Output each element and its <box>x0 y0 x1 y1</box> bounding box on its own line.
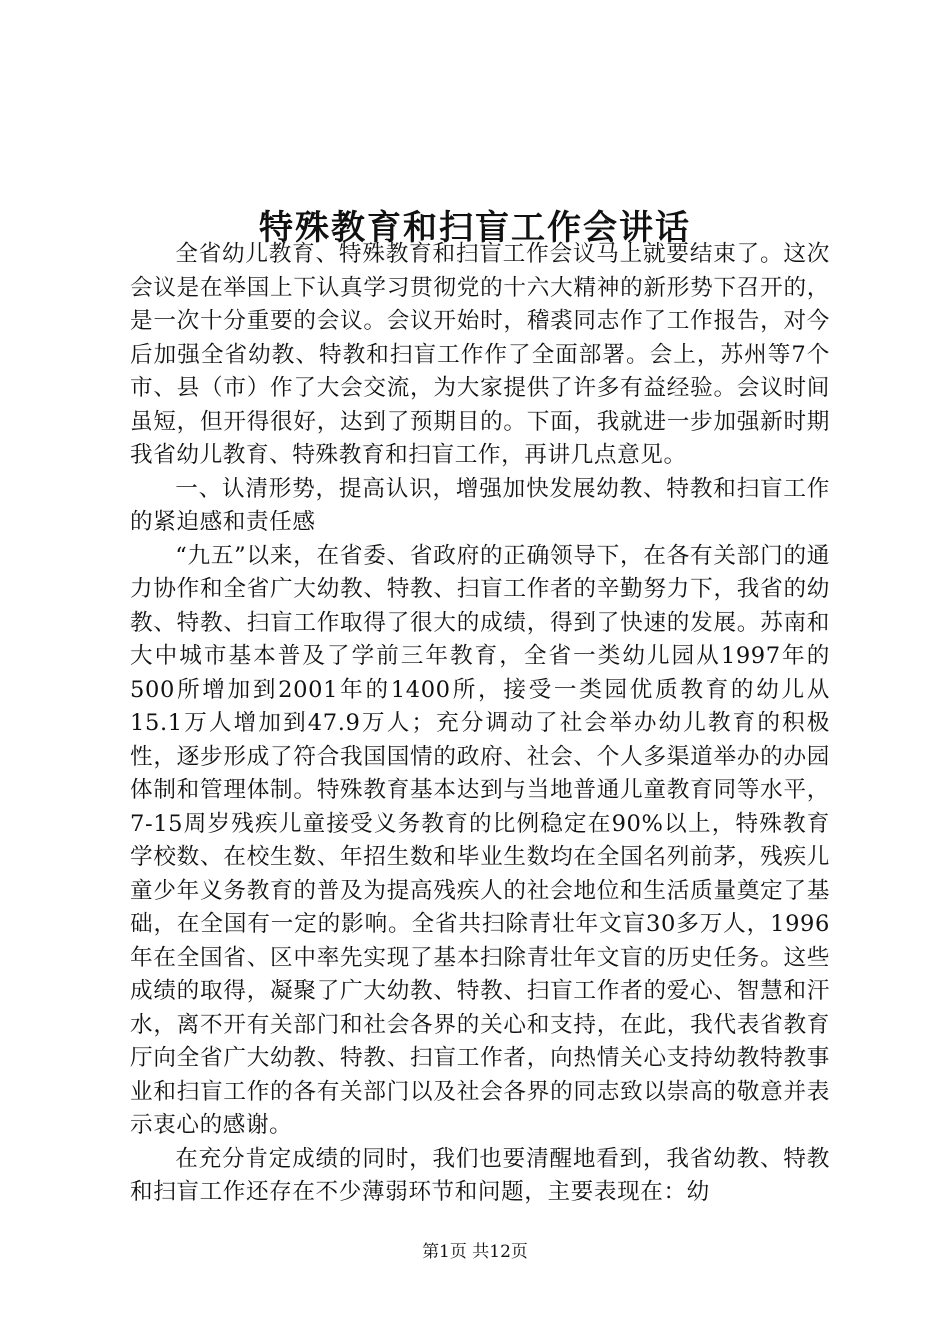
paragraph-intro: 全省幼儿教育、特殊教育和扫盲工作会议马上就要结束了。这次会议是在举国上下认真学习贯彻党的十六大精神的新形势下召开的，是一次十分重要的会议。会议开始时，稽裘同志作了工作报告，对今后加强全省幼教、特教和扫盲工作作了全面部署。会上，苏州等7个市、县（市）作了大会交流，为大家提供了许多有益经验。会议时间虽短，但开得很好，达到了预期目的。下面，我就进一步加强新时期我省幼儿教育、特殊教育和扫盲工作，再讲几点意见。 <box>130 241 830 468</box>
document-body <box>130 238 830 1210</box>
paragraph-problems: 在充分肯定成绩的同时，我们也要清醒地看到，我省幼教、特教和扫盲工作还存在不少薄弱环节和问题，主要表现在：幼 <box>130 1145 830 1205</box>
section-heading-1: 一、认清形势，提高认识，增强加快发展幼教、特教和扫盲工作的紧迫感和责任感 <box>130 475 830 535</box>
document-title: 特殊教育和扫盲工作会讲话 <box>259 207 691 248</box>
paragraph-achievements: “九五”以来，在省委、省政府的正确领导下，在各有关部门的通力协作和全省广大幼教、特教、扫盲工作者的辛勤努力下，我省的幼教、特教、扫盲工作取得了很大的成绩，得到了快速的发展。苏南和大中城市基本普及了学前三年教育，全省一类幼儿园从1997年的500所增加到2001年的1400所，接受一类园优质教育的幼儿从15.1万人增加到47.9万人；充分调动了社会举办幼儿教育的积极性，逐步形成了符合我国国情的政府、社会、个人多渠道举办的办园体制和管理体制。特殊教育基本达到与当地普通儿童教育同等水平，7-15周岁残疾儿童接受义务教育的比例稳定在90%以上，特殊教育学校数、在校生数、年招生数和毕业生数均在全国名列前茅，残疾儿童少年义务教育的普及为提高残疾人的社会地位和生活质量奠定了基础，在全国有一定的影响。全省共扫除青壮年文盲30多万人，1996年在全国省、区中率先实现了基本扫除青壮年文盲的历史任务。这些成绩的取得，凝聚了广大幼教、特教、扫盲工作者的爱心、智慧和汗水，离不开有关部门和社会各界的关心和支持，在此，我代表省教育厅向全省广大幼教、特教、扫盲工作者，向热情关心支持幼教特教事业和扫盲工作的各有关部门以及社会各界的同志致以崇高的敬意并表示衷心的感谢。 <box>130 542 830 1138</box>
page-footer: 第1页 共12页 <box>422 1242 528 1262</box>
